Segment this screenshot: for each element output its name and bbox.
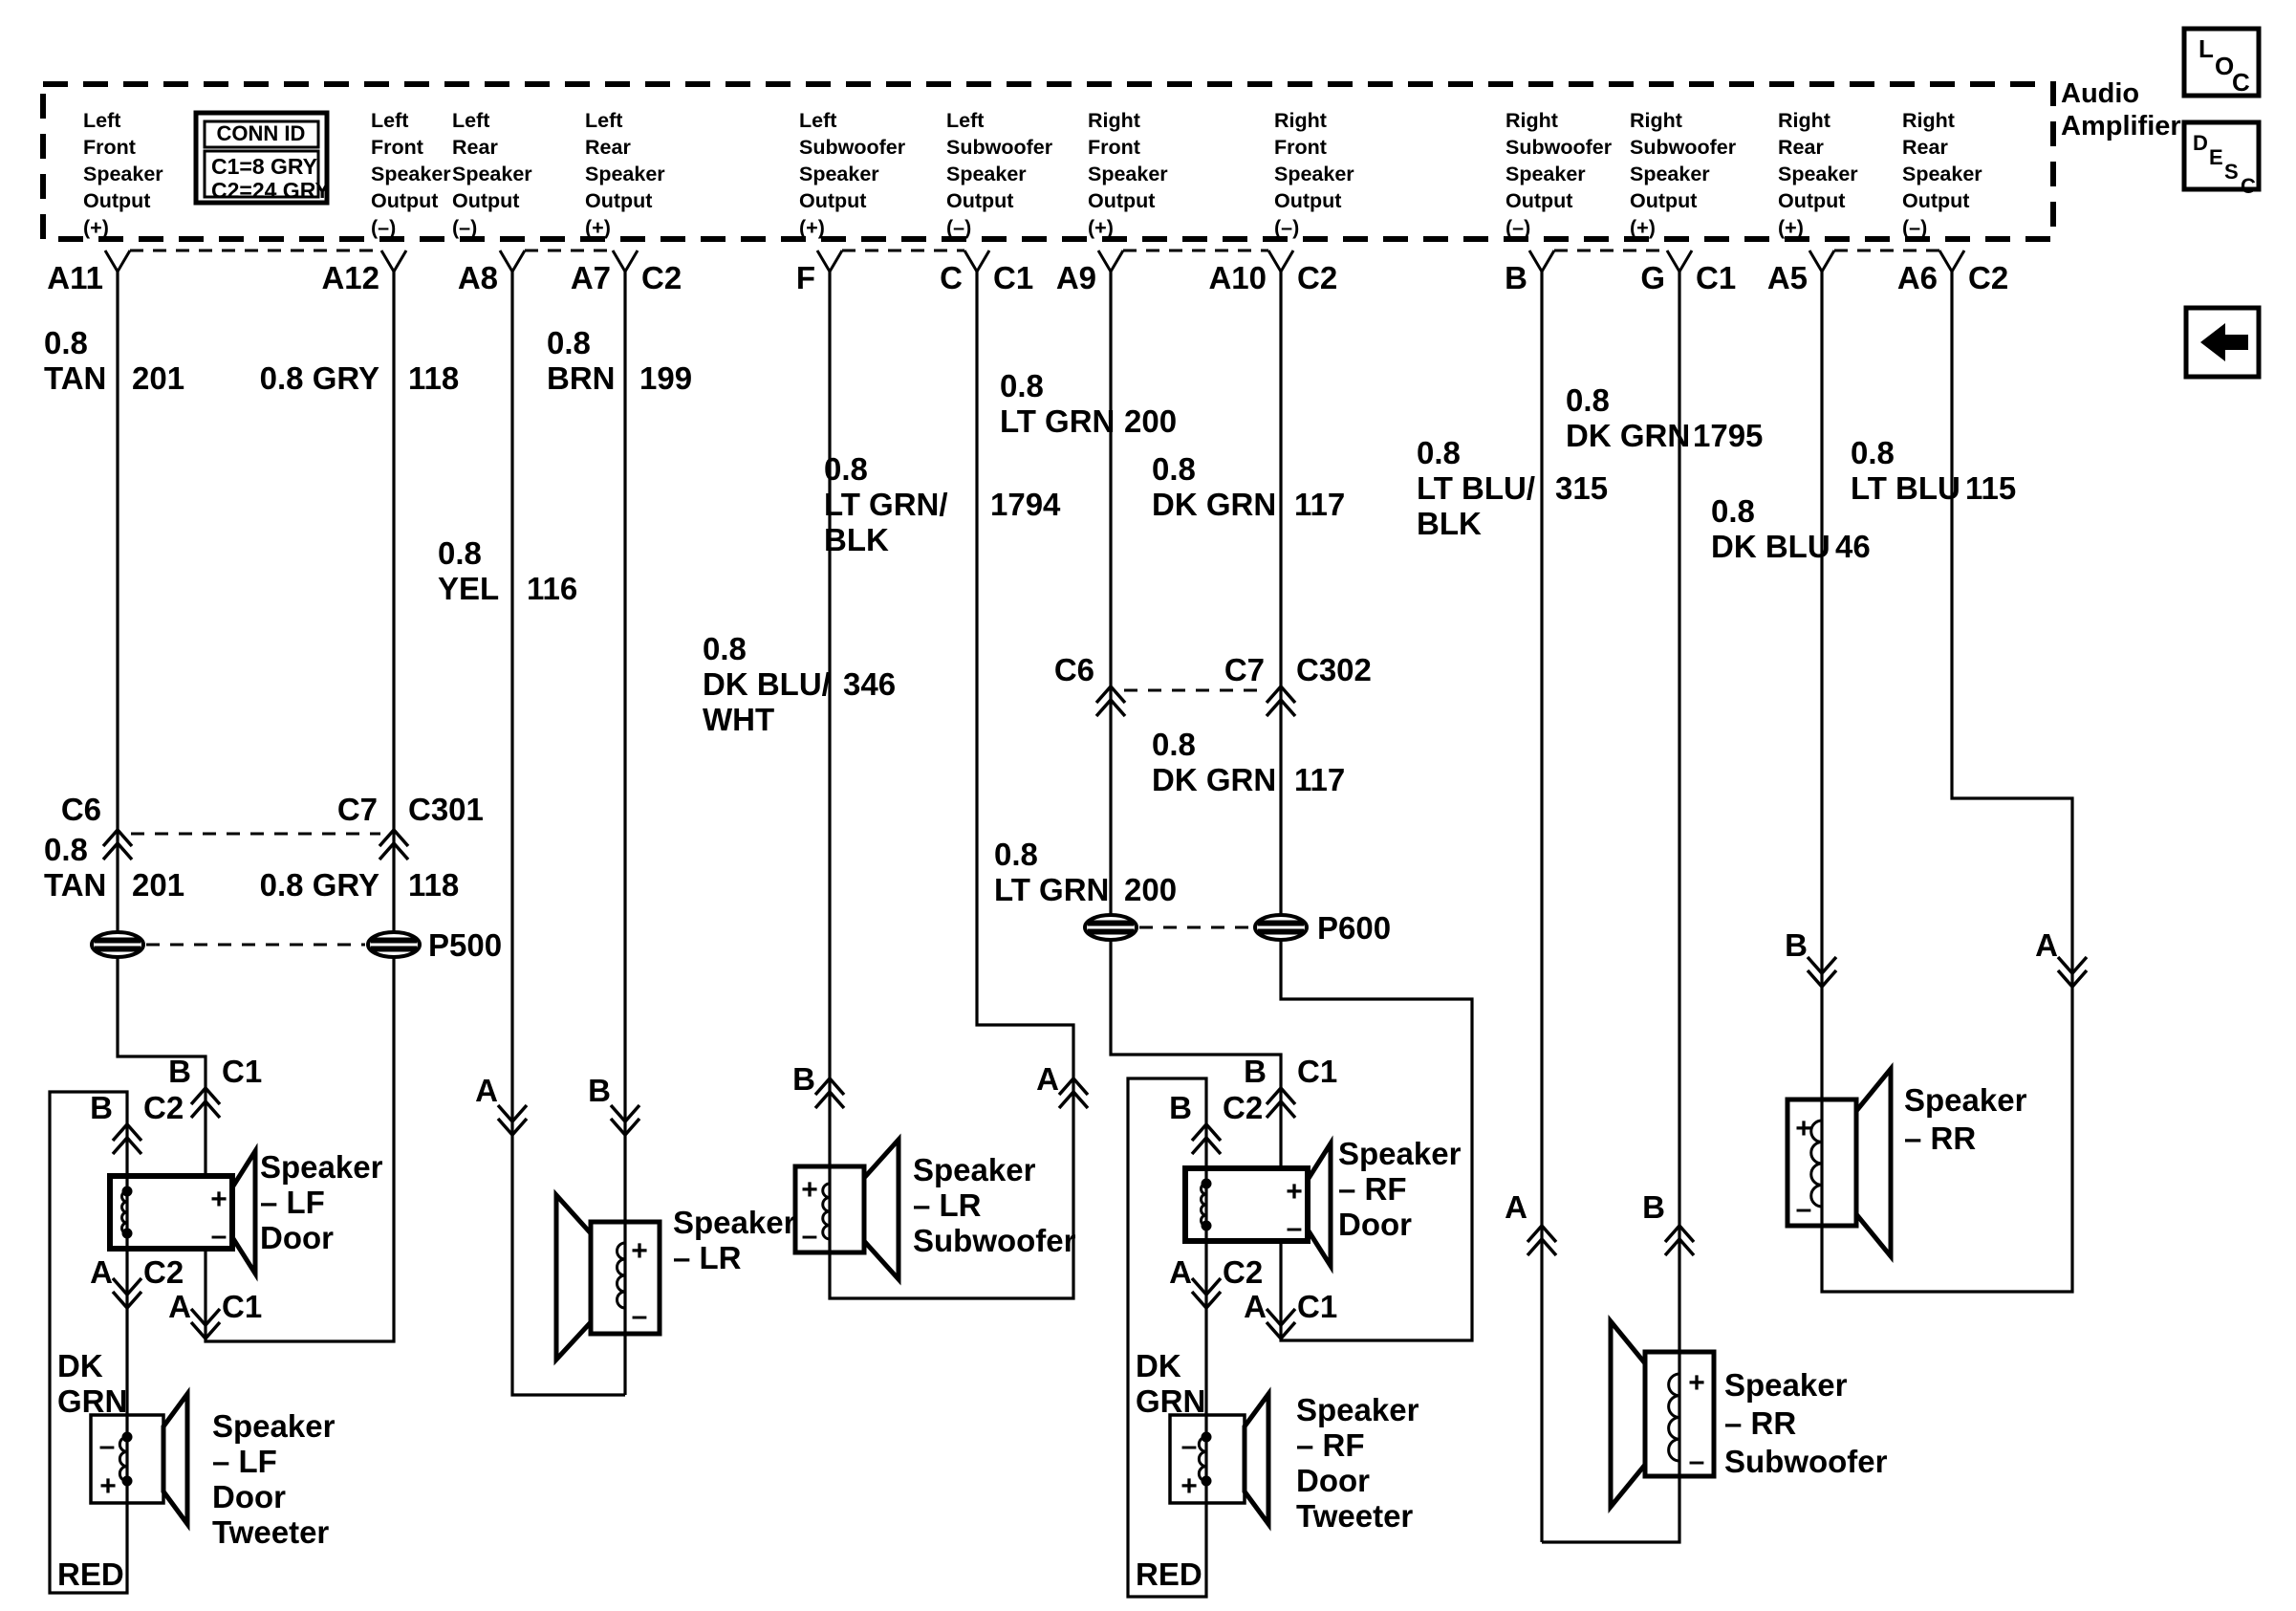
polarity-label: –: [1795, 1193, 1812, 1225]
wire-color-note: GRN: [57, 1383, 128, 1419]
connector-label: C1: [1696, 260, 1737, 295]
connector-label: C2: [1297, 260, 1338, 295]
wire-size-color: 0.8 GRY: [259, 867, 379, 903]
pin-label: A12: [321, 260, 379, 295]
wire-color-note: RED: [57, 1557, 124, 1592]
terminal-dot: [122, 1229, 133, 1239]
wire-color: TAN: [44, 867, 107, 903]
pin-letter: B: [792, 1061, 815, 1097]
terminal-dot: [1202, 1179, 1212, 1189]
terminal-dot: [1202, 1432, 1212, 1443]
wire-size: 0.8: [1417, 435, 1461, 470]
amp-output-label: Left: [452, 109, 490, 132]
amp-output-label: Subwoofer: [1505, 136, 1613, 159]
amp-output-label: Output: [1902, 189, 1970, 212]
pin-letter: B: [1642, 1189, 1665, 1225]
amp-output-label: Rear: [1902, 136, 1948, 159]
pin-label: A6: [1896, 260, 1938, 295]
pin-fork: [381, 250, 406, 272]
pin-label: A9: [1055, 260, 1096, 295]
amp-output-label: Front: [1274, 136, 1327, 159]
amp-output-label: Speaker: [1902, 163, 1982, 185]
amp-output-label: Left: [585, 109, 623, 132]
wire-color: BLK: [1417, 506, 1482, 541]
amp-output-label: Output: [83, 189, 151, 212]
amp-output-label: Rear: [585, 136, 631, 159]
speaker-label: Tweeter: [1296, 1498, 1414, 1534]
horn-rf: [1308, 1143, 1331, 1266]
wire-color-note: RED: [1136, 1557, 1202, 1592]
amp-output-label: Speaker: [83, 163, 163, 185]
pin-letter: A: [1036, 1061, 1059, 1097]
amp-output-label: Right: [1088, 109, 1140, 132]
amp-output-label: Left: [371, 109, 409, 132]
pin-letter: B: [1785, 927, 1808, 963]
speaker-label: Speaker: [260, 1149, 383, 1185]
grommet-p600-a: [1085, 915, 1137, 940]
circuit-number: 118: [408, 867, 460, 903]
speaker-label: – LR: [673, 1240, 742, 1275]
wire-color-note: DK: [57, 1348, 103, 1383]
desc-button-letter: E: [2209, 145, 2223, 169]
circuit-number: 46: [1835, 529, 1871, 564]
speaker-label: – RF: [1338, 1171, 1407, 1207]
polarity-label: –: [801, 1220, 818, 1252]
pin-letter: B: [168, 1054, 191, 1089]
horn-lr: [556, 1195, 591, 1360]
wire-size: 0.8: [1000, 368, 1044, 403]
pin-letter: B: [1244, 1054, 1267, 1089]
speaker-label: Speaker: [1724, 1367, 1848, 1403]
polarity-label: +: [210, 1184, 227, 1215]
speaker-label: Speaker: [212, 1408, 336, 1444]
wire-color: LT BLU: [1851, 470, 1960, 506]
pin-fork: [1268, 250, 1293, 272]
amp-output-label: Rear: [452, 136, 498, 159]
amp-label: Audio: [2061, 78, 2140, 109]
pin-letter: A: [475, 1073, 498, 1108]
amp-output-label: (+): [83, 216, 109, 239]
circuit-number: 116: [527, 571, 578, 606]
amp-output-label: Output: [1778, 189, 1846, 212]
pin-fork: [817, 250, 842, 272]
amp-output-label: (–): [1902, 216, 1928, 239]
amp-output-label: (+): [1630, 216, 1656, 239]
amp-output-label: Speaker: [1778, 163, 1858, 185]
pin-letter: A: [1244, 1289, 1267, 1324]
amp-output-label: Speaker: [1630, 163, 1710, 185]
pin-label: A8: [457, 260, 498, 295]
pin-fork: [500, 250, 525, 272]
polarity-label: +: [801, 1174, 818, 1206]
polarity-label: –: [1180, 1430, 1198, 1462]
circuit-number: 199: [639, 360, 693, 396]
speaker-label: Door: [260, 1220, 334, 1255]
polarity-label: –: [631, 1300, 648, 1332]
amp-output-label: Left: [83, 109, 121, 132]
pin-fork: [1809, 250, 1834, 272]
speaker-label: – LF: [260, 1185, 325, 1220]
terminal-dot: [122, 1186, 133, 1197]
amp-output-label: Front: [1088, 136, 1140, 159]
polarity-label: –: [98, 1430, 116, 1462]
amp-output-label: Speaker: [371, 163, 451, 185]
speaker-label: Door: [1296, 1463, 1370, 1498]
amp-output-label: Subwoofer: [1630, 136, 1737, 159]
wire-size: 0.8: [438, 535, 482, 571]
amp-output-label: Output: [946, 189, 1014, 212]
wire-color: WHT: [703, 702, 775, 737]
terminal-dot: [122, 1432, 133, 1443]
connector-label: C2: [143, 1090, 184, 1125]
pin-fork: [1098, 250, 1123, 272]
wire-color: TAN: [44, 360, 107, 396]
wire-color: DK GRN: [1152, 762, 1277, 797]
polarity-label: +: [99, 1470, 117, 1502]
speaker-label: – RR: [1724, 1405, 1797, 1441]
wire-size: 0.8: [1566, 382, 1610, 418]
circuit-number: 346: [843, 666, 897, 702]
circuit-number: 200: [1124, 403, 1178, 439]
horn-lr-sub: [864, 1140, 899, 1279]
grommet-p500-b: [368, 932, 420, 957]
desc-button-letter: S: [2224, 160, 2239, 184]
polarity-label: +: [1795, 1113, 1812, 1144]
amp-output-label: Speaker: [799, 163, 879, 185]
horn-rr-sub: [1611, 1321, 1645, 1507]
circuit-number: 117: [1294, 762, 1346, 797]
amp-output-label: Speaker: [1505, 163, 1586, 185]
polarity-label: +: [1688, 1367, 1705, 1399]
circuit-number: 201: [132, 867, 185, 903]
speaker-label: Tweeter: [212, 1514, 330, 1550]
connector-label: C7: [336, 792, 378, 827]
amp-output-label: (+): [1088, 216, 1114, 239]
terminal-dot: [1202, 1476, 1212, 1487]
amp-output-label: Subwoofer: [946, 136, 1053, 159]
wire-color: LT GRN: [994, 872, 1110, 907]
pin-label: A11: [47, 260, 103, 295]
amp-output-label: Speaker: [585, 163, 665, 185]
connector-label: C6: [1053, 652, 1094, 687]
wire-size: 0.8: [1152, 451, 1196, 487]
amp-output-label: Speaker: [1088, 163, 1168, 185]
loc-button-letter: L: [2199, 34, 2214, 63]
connector-label: C7: [1224, 652, 1265, 687]
amp-output-label: (–): [1505, 216, 1531, 239]
pin-fork: [964, 250, 989, 272]
amp-output-label: (+): [585, 216, 611, 239]
pin-fork: [613, 250, 638, 272]
amp-output-label: Right: [1778, 109, 1830, 132]
amp-output-label: Left: [946, 109, 985, 132]
horn-lf-tweeter: [163, 1394, 187, 1524]
amp-output-label: (–): [1274, 216, 1300, 239]
wire-color: BLK: [824, 522, 889, 557]
pin-letter: A: [90, 1254, 113, 1290]
amp-output-label: Front: [371, 136, 423, 159]
wire-color: LT BLU/: [1417, 470, 1536, 506]
wire-color: YEL: [438, 571, 500, 606]
pin-fork: [1667, 250, 1692, 272]
pin-letter: A: [168, 1289, 191, 1324]
wire-size: 0.8: [1851, 435, 1895, 470]
wire-size: 0.8: [44, 832, 88, 867]
speaker-label: – LR: [913, 1187, 982, 1223]
speaker-label: Door: [1338, 1207, 1412, 1242]
speaker-label: – RF: [1296, 1427, 1365, 1463]
pin-fork: [1939, 250, 1964, 272]
connector-label: C1: [222, 1289, 263, 1324]
wire-size: 0.8: [1711, 493, 1755, 529]
wire-size: 0.8: [703, 631, 747, 666]
connector-label: C6: [60, 792, 101, 827]
amp-output-label: Output: [1630, 189, 1698, 212]
circuit-number: 117: [1294, 487, 1346, 522]
wire-size: 0.8: [994, 837, 1038, 872]
connector-label: C1: [222, 1054, 263, 1089]
pin-label: A10: [1208, 260, 1267, 295]
circuit-number: 115: [1965, 470, 2017, 506]
conn-id-title: CONN ID: [216, 121, 306, 145]
connector-label: C301: [408, 792, 484, 827]
amp-output-label: Rear: [1778, 136, 1824, 159]
speaker-label: Speaker: [1904, 1082, 2027, 1118]
wire-size: 0.8: [824, 451, 868, 487]
amp-output-label: (–): [946, 216, 972, 239]
speaker-label: Subwoofer: [913, 1223, 1076, 1258]
grommet-p600-b: [1255, 915, 1307, 940]
pin-letter: A: [1169, 1254, 1192, 1290]
amp-output-label: (–): [452, 216, 478, 239]
polarity-label: +: [1286, 1176, 1303, 1208]
horn-rr: [1856, 1069, 1891, 1256]
wire-color: DK GRN: [1566, 418, 1691, 453]
wire-color-note: GRN: [1136, 1383, 1206, 1419]
amp-output-label: Output: [452, 189, 520, 212]
pin-label: F: [795, 260, 815, 295]
speaker-label: Speaker: [1296, 1392, 1419, 1427]
wire-rf-red-loop: [1128, 1078, 1206, 1597]
pin-label: C: [940, 260, 963, 295]
desc-button-letter: C: [2241, 174, 2256, 198]
wire-size-color: 0.8 GRY: [259, 360, 379, 396]
circuit-number: 1795: [1693, 418, 1764, 453]
connector-label: P500: [428, 927, 503, 963]
wire-color: LT GRN: [1000, 403, 1116, 439]
pin-letter: A: [2035, 927, 2058, 963]
grommet-p500-a: [92, 932, 143, 957]
amp-output-label: Left: [799, 109, 837, 132]
voice-coil: [1811, 1121, 1822, 1207]
speaker-label: Subwoofer: [1724, 1444, 1888, 1479]
connector-label: C2: [1223, 1254, 1264, 1290]
amp-label: Amplifier: [2061, 111, 2181, 142]
wire-color: DK BLU: [1711, 529, 1830, 564]
polarity-label: +: [1180, 1470, 1198, 1502]
amp-output-label: (–): [371, 216, 397, 239]
amp-output-label: Speaker: [452, 163, 532, 185]
amp-output-label: Right: [1630, 109, 1682, 132]
amp-output-label: Right: [1902, 109, 1955, 132]
circuit-number: 201: [132, 360, 185, 396]
amp-output-label: Subwoofer: [799, 136, 906, 159]
loc-button-letter: O: [2215, 52, 2235, 80]
speaker-label: – RR: [1904, 1121, 1977, 1156]
terminal-dot: [122, 1476, 133, 1487]
pin-label: A5: [1766, 260, 1808, 295]
connector-label: C2: [1968, 260, 2009, 295]
amp-output-label: Output: [799, 189, 867, 212]
amp-output-label: (+): [1778, 216, 1804, 239]
speaker-label: Speaker: [1338, 1136, 1462, 1171]
loc-button-letter: C: [2232, 68, 2250, 97]
conn-id-row: C1=8 GRY: [211, 154, 318, 179]
circuit-number: 315: [1555, 470, 1609, 506]
connector-label: C2: [641, 260, 682, 295]
wire-color: BRN: [547, 360, 616, 396]
speaker-label: Door: [212, 1479, 286, 1514]
speaker-label: Speaker: [673, 1205, 796, 1240]
pin-label: A7: [570, 260, 611, 295]
amplifier-outline: [43, 84, 2053, 239]
circuit-number: 118: [408, 360, 460, 396]
wire-size: 0.8: [1152, 727, 1196, 762]
connector-label: C302: [1296, 652, 1372, 687]
pin-label: B: [1505, 260, 1527, 295]
amp-output-label: Output: [1505, 189, 1573, 212]
wire-color: LT GRN/: [824, 487, 948, 522]
speaker-label: Speaker: [913, 1152, 1036, 1187]
amp-output-label: Right: [1274, 109, 1327, 132]
circuit-number: 200: [1124, 872, 1178, 907]
amp-output-label: Output: [1274, 189, 1342, 212]
connector-label: C1: [993, 260, 1034, 295]
wire-lf-red-loop: [50, 1092, 127, 1593]
connector-label: C1: [1297, 1289, 1338, 1324]
amp-output-label: Output: [585, 189, 653, 212]
amp-output-label: Front: [83, 136, 136, 159]
terminal-dot: [1202, 1221, 1212, 1231]
horn-rf-tweeter: [1245, 1394, 1268, 1524]
amp-output-label: Speaker: [1274, 163, 1354, 185]
wire-color-note: DK: [1136, 1348, 1181, 1383]
polarity-label: –: [210, 1220, 227, 1252]
wire-lf-feed-tan: [118, 272, 206, 1178]
pin-letter: A: [1505, 1189, 1527, 1225]
polarity-label: –: [1688, 1446, 1705, 1477]
pin-letter: B: [90, 1090, 113, 1125]
connector-label: C1: [1297, 1054, 1338, 1089]
pin-fork: [1529, 250, 1554, 272]
pin-fork: [105, 250, 130, 272]
pin-letter: B: [588, 1073, 611, 1108]
wire-color: DK BLU/: [703, 666, 831, 702]
circuit-number: 1794: [990, 487, 1061, 522]
wire-color: DK GRN: [1152, 487, 1277, 522]
amp-output-label: Speaker: [946, 163, 1027, 185]
voice-coil: [1669, 1374, 1679, 1461]
wire-size: 0.8: [44, 325, 88, 360]
amp-output-label: (+): [799, 216, 825, 239]
pin-letter: B: [1169, 1090, 1192, 1125]
polarity-label: –: [1286, 1212, 1303, 1244]
horn-lf: [232, 1151, 255, 1274]
amp-output-label: Output: [371, 189, 439, 212]
desc-button-letter: D: [2193, 131, 2208, 155]
connector-label: C2: [1223, 1090, 1264, 1125]
polarity-label: +: [631, 1235, 648, 1267]
connector-label: P600: [1317, 910, 1392, 946]
wire-size: 0.8: [547, 325, 591, 360]
amp-output-label: Right: [1505, 109, 1558, 132]
conn-id-row: C2=24 GRY: [211, 178, 330, 203]
amp-output-label: Output: [1088, 189, 1156, 212]
speaker-label: – LF: [212, 1444, 277, 1479]
pin-label: G: [1640, 260, 1665, 295]
connector-label: C2: [143, 1254, 184, 1290]
